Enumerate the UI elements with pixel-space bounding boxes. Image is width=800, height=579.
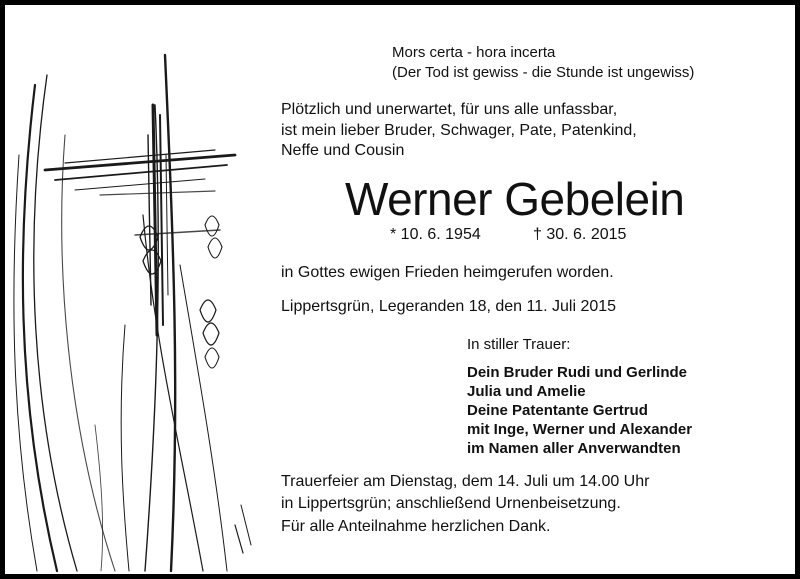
intro-line-2: ist mein lieber Bruder, Schwager, Pate, Patenkind,: [281, 122, 637, 139]
intro-line-1: Plötzlich und unerwartet, für uns alle unfassbar,: [281, 101, 618, 118]
footer-line-3: Für alle Anteilnahme herzlichen Dank.: [281, 518, 551, 535]
mourner-line: mit Inge, Werner und Alexander: [467, 421, 693, 438]
cross-and-wheat-illustration: [5, 5, 265, 574]
birth-date: * 10. 6. 1954: [390, 226, 481, 243]
deceased-name: Werner Gebelein: [345, 173, 685, 225]
statement: in Gottes ewigen Frieden heimgerufen worden.: [281, 264, 614, 281]
place-date: Lippertsgrün, Legeranden 18, den 11. Juli 2015: [281, 298, 617, 315]
intro-line-3: Neffe und Cousin: [281, 142, 405, 159]
mourner-line: im Namen aller Anverwandten: [467, 440, 681, 457]
footer-line-2: in Lippertsgrün; anschließend Urnenbeisetzung.: [281, 495, 621, 512]
mourner-line: Dein Bruder Rudi und Gerlinde: [467, 364, 688, 381]
mourner-line: Deine Patentante Gertrud: [467, 402, 648, 419]
mourner-line: Julia und Amelie: [467, 383, 586, 400]
death-date: † 30. 6. 2015: [533, 226, 627, 243]
mourners-heading: In stiller Trauer:: [467, 336, 571, 353]
motto-line-1: Mors certa - hora incerta: [392, 44, 556, 61]
footer-line-1: Trauerfeier am Dienstag, dem 14. Juli um 14.00 Uhr: [281, 473, 650, 490]
motto-line-2: (Der Tod ist gewiss - die Stunde ist ungewiss): [392, 64, 695, 81]
